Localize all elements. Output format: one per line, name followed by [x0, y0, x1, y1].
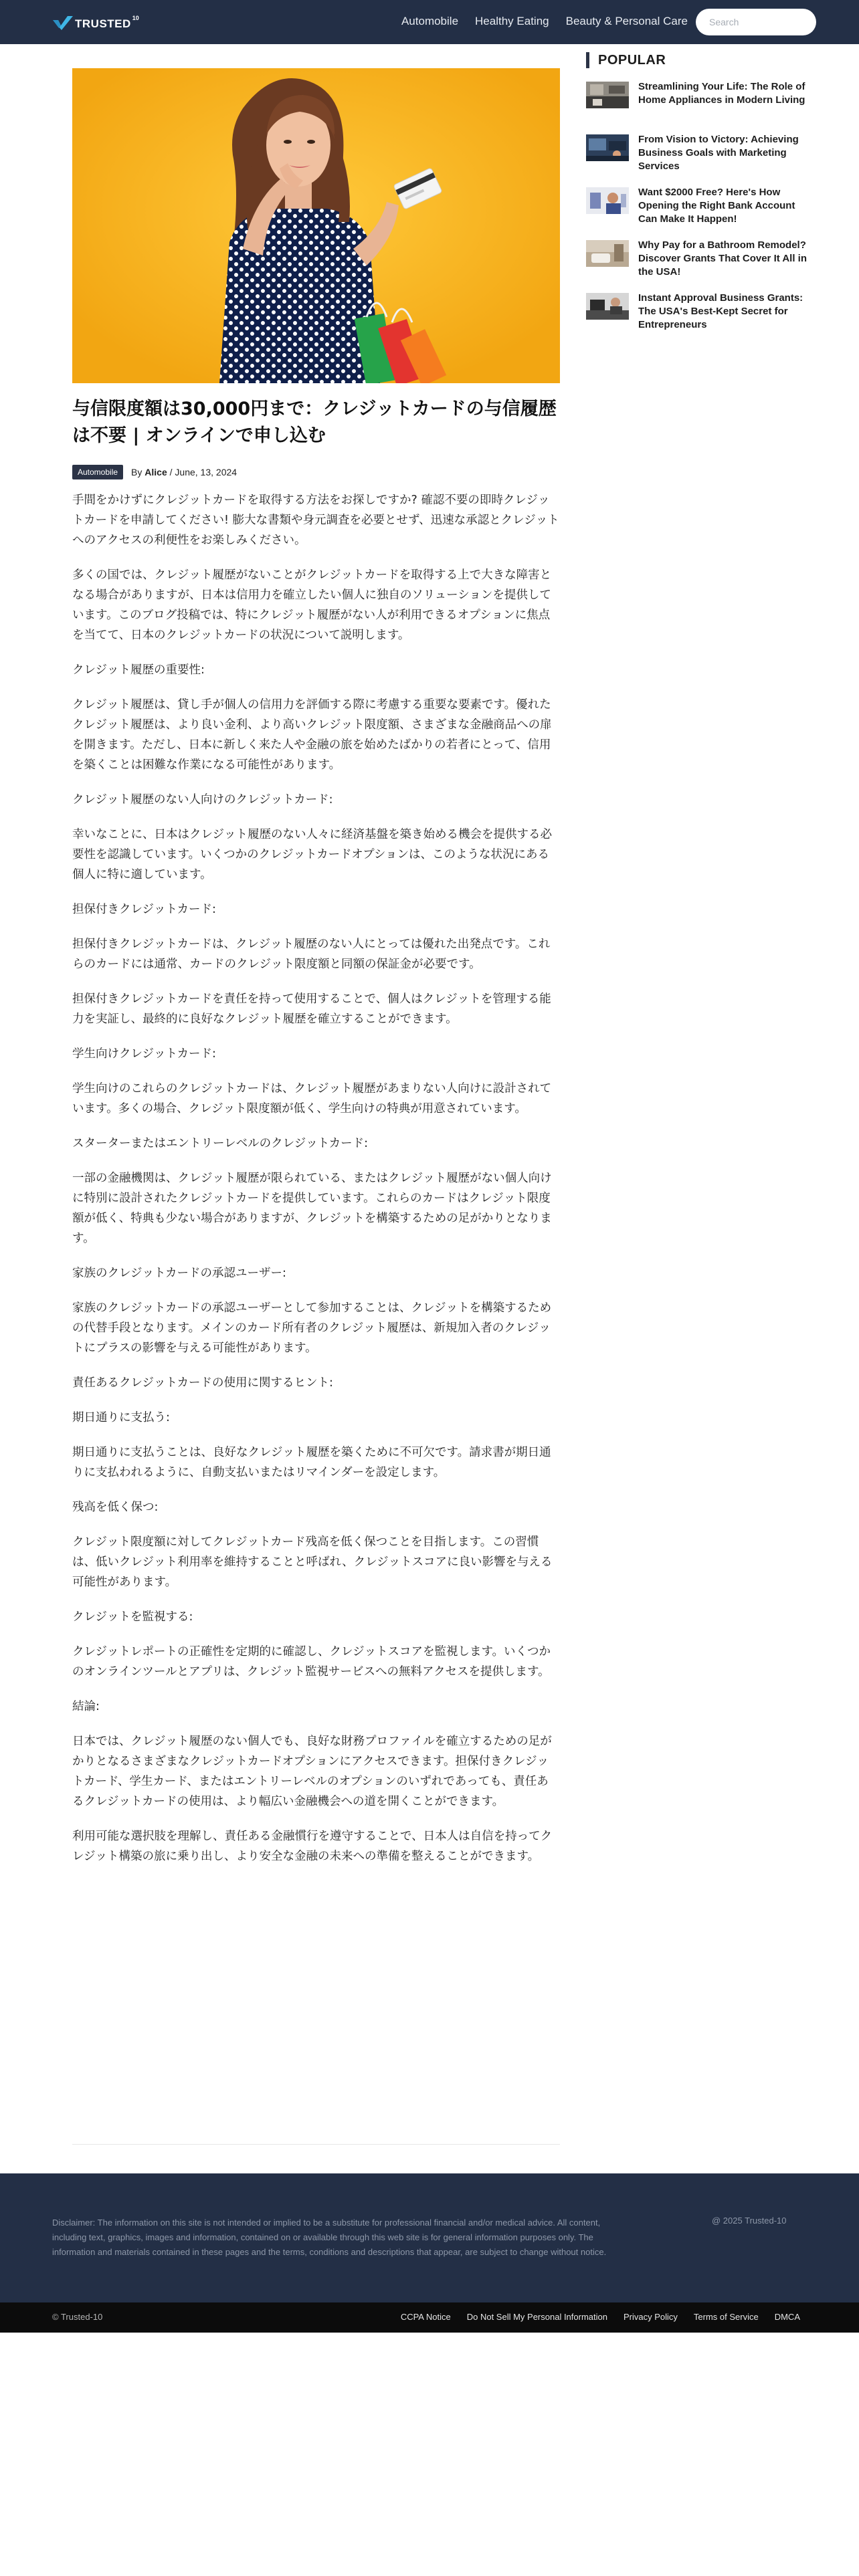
popular-post-item[interactable]: [586, 292, 807, 332]
section-heading: 学生向けクレジットカード:: [72, 1047, 216, 1061]
popular-post-item[interactable]: [586, 133, 807, 173]
footer-link-privacy[interactable]: Privacy Policy: [623, 2312, 678, 2322]
section-heading: 責任あるクレジットカードの使用に関するヒント:: [72, 1376, 333, 1390]
article-body: [72, 490, 560, 1881]
article-divider: [72, 2144, 560, 2145]
author-prefix: By: [131, 467, 142, 477]
popular-post-item[interactable]: [586, 186, 807, 226]
paragraph: 日本では、クレジット履歴のない個人でも、良好な財務プロファイルを確立するための足がかりとなるさまざまなクレジットカードオプションにアクセスできます。担保付きクレジットカード、学生カード、またはエントリーレベルのオプションのいずれであっても、責任あるクレジットカードの使用は、より幅広い金融機会への道を開くことができます。: [72, 1735, 552, 1808]
paragraph: クレジットレポートの正確性を定期的に確認し、クレジットスコアを監視します。いくつかのオンラインツールとアプリは、クレジット監視サービスへの無料アクセスを提供します。: [72, 1645, 551, 1679]
paragraph: 担保付きクレジットカードを責任を持って使用することで、個人はクレジットを管理する能力を実証し、最終的に良好なクレジット履歴を確立することができます。: [72, 992, 551, 1026]
paragraph: 一部の金融機関は、クレジット履歴が限られている、またはクレジット履歴がない個人向けに特別に設計されたクレジットカードを提供しています。これらのカードはクレジット限度額が低く、特典も少ない場合がありますが、クレジットを構築するための足がかりとなります。: [72, 1172, 552, 1245]
paragraph: 家族のクレジットカードの承認ユーザーとして参加することは、クレジットを構築するための代替手段となります。メインのカード所有者のクレジット履歴は、新規加入者のクレジットにプラスの影響を与える可能性があります。: [72, 1301, 552, 1355]
search-input[interactable]: [696, 9, 816, 35]
footer-copyright-right: @ 2025 Trusted-10: [712, 2216, 787, 2226]
footer-link-ccpa[interactable]: CCPA Notice: [400, 2312, 451, 2322]
popular-post-title[interactable]: Why Pay for a Bathroom Remodel? Discover Grants That Cover It All in the USA!: [638, 239, 807, 278]
footer-link-do-not-sell[interactable]: Do Not Sell My Personal Information: [466, 2312, 607, 2322]
article-title: 与信限度額は30,000円まで：クレジットカードの与信履歴は不要 | オンラインで申し込む: [72, 399, 557, 446]
article-meta: [72, 464, 237, 480]
site-header: [0, 0, 859, 44]
site-logo[interactable]: [52, 13, 139, 33]
section-heading: クレジットを監視する:: [72, 1610, 193, 1624]
paragraph: 利用可能な選択肢を理解し、責任ある金融慣行を遵守することで、日本人は自信を持ってクレジット構築の旅に乗り出し、より安全な金融の未来への準備を整えることができます。: [72, 1830, 553, 1863]
nav-link-automobile[interactable]: Automobile: [401, 15, 459, 27]
popular-post-title[interactable]: Streamlining Your Life: The Role of Home Appliances in Modern Living: [638, 81, 805, 106]
paragraph: 手間をかけずにクレジットカードを取得する方法をお探しですか? 確認不要の即時クレジットカードを申請してください! 膨大な書類や身元調査を必要とせず、迅速な承認とクレジットへのアクセスの利便性をお楽しみください。: [72, 494, 559, 547]
office-thumbnail[interactable]: [586, 134, 629, 161]
author-line: [131, 467, 237, 477]
section-heading: 家族のクレジットカードの承認ユーザー:: [72, 1267, 286, 1280]
paragraph: 多くの国では、クレジット履歴がないことがクレジットカードを取得する上で大きな障害となる場合がありますが、日本は信用力を確立したい個人に独自のソリューションを提供しています。このブログ投稿では、特にクレジット履歴がない人が利用できるオプションに焦点を当てて、日本のクレジットカードの状況について説明します。: [72, 568, 552, 642]
section-heading: スターターまたはエントリーレベルのクレジットカード:: [72, 1137, 369, 1150]
footer-bottom-bar: [0, 2302, 859, 2333]
category-badge[interactable]: Automobile: [72, 465, 123, 479]
footer-link-dmca[interactable]: DMCA: [774, 2312, 800, 2322]
bathroom-thumbnail[interactable]: [586, 240, 629, 267]
popular-heading: [586, 51, 666, 70]
paragraph: クレジット限度額に対してクレジットカード残高を低く保つことを目指します。この習慣は、低いクレジット利用率を維持することと呼ばれ、クレジットスコアに良い影響を与える可能性があります。: [72, 1535, 553, 1589]
popular-title: POPULAR: [598, 52, 666, 68]
popular-post-item[interactable]: [586, 80, 807, 108]
logo-superscript: 10: [132, 15, 139, 21]
section-heading: 結論:: [72, 1700, 100, 1713]
site-footer: [0, 2173, 859, 2302]
section-heading: 残高を低く保つ:: [72, 1501, 159, 1514]
author-name[interactable]: Alice: [145, 467, 167, 477]
section-heading: クレジット履歴の重要性:: [72, 663, 205, 677]
heading-accent-bar: [586, 52, 589, 68]
meta-separator: /: [169, 467, 173, 477]
business-thumbnail[interactable]: [586, 293, 629, 320]
logo-text: TRUSTED: [75, 17, 131, 30]
paragraph: 担保付きクレジットカードは、クレジット履歴のない人にとっては優れた出発点です。これらのカードには通常、カードのクレジット限度額と同額の保証金が必要です。: [72, 938, 551, 971]
footer-copyright: © Trusted-10: [52, 2312, 103, 2322]
footer-links: [401, 2312, 800, 2322]
paragraph: 幸いなことに、日本はクレジット履歴のない人々に経済基盤を築き始める機会を提供する必要性を認識しています。いくつかのクレジットカードオプションは、このような状況にある個人に特に適しています。: [72, 828, 553, 881]
section-heading: クレジット履歴のない人向けのクレジットカード:: [72, 793, 333, 807]
logo-check-icon: [52, 15, 74, 31]
paragraph: 学生向けのこれらのクレジットカードは、クレジット履歴があまりない人向けに設計されています。多くの場合、クレジット限度額が低く、学生向けの特典が用意されています。: [72, 1082, 552, 1115]
paragraph: クレジット履歴は、貸し手が個人の信用力を評価する際に考慮する重要な要素です。優れたクレジット履歴は、より良い金利、より高いクレジット限度額、さまざまな金融商品への扉を開きます。ただし、日本に新しく来た人や金融の旅を始めたばかりの若者にとって、信用を築くことは困難な作業になる可能性があります。: [72, 698, 552, 772]
paragraph: 期日通りに支払うことは、良好なクレジット履歴を築くために不可欠です。請求書が期日通りに支払われるように、自動支払いまたはリマインダーを設定します。: [72, 1446, 551, 1479]
popular-post-item[interactable]: [586, 239, 807, 279]
nav-link-beauty-personal-care[interactable]: Beauty & Personal Care: [565, 15, 688, 27]
footer-disclaimer: Disclaimer: The information on this site is not intended or implied to be a substitute for professional financial and/or medical advice. All content, including text, graphics, images and information, contained on or available through this web site is for general information purposes only. The information and materials contained in these pages and the terms, conditions and descriptions that appear, are subject to change without notice.: [52, 2218, 607, 2257]
hero-image: [72, 68, 560, 383]
nav-link-healthy-eating[interactable]: Healthy Eating: [475, 15, 549, 27]
main-nav: [401, 15, 688, 28]
section-heading: 期日通りに支払う:: [72, 1411, 170, 1424]
popular-post-title[interactable]: From Vision to Victory: Achieving Business Goals with Marketing Services: [638, 134, 799, 172]
publish-date: June, 13, 2024: [175, 467, 237, 477]
bank-thumbnail[interactable]: [586, 187, 629, 214]
kitchen-thumbnail[interactable]: [586, 82, 629, 108]
popular-post-title[interactable]: Want $2000 Free? Here's How Opening the Right Bank Account Can Make It Happen!: [638, 187, 795, 225]
footer-link-terms[interactable]: Terms of Service: [693, 2312, 759, 2322]
popular-post-title[interactable]: Instant Approval Business Grants: The USA's Best-Kept Secret for Entrepreneurs: [638, 292, 803, 330]
section-heading: 担保付きクレジットカード:: [72, 903, 216, 916]
